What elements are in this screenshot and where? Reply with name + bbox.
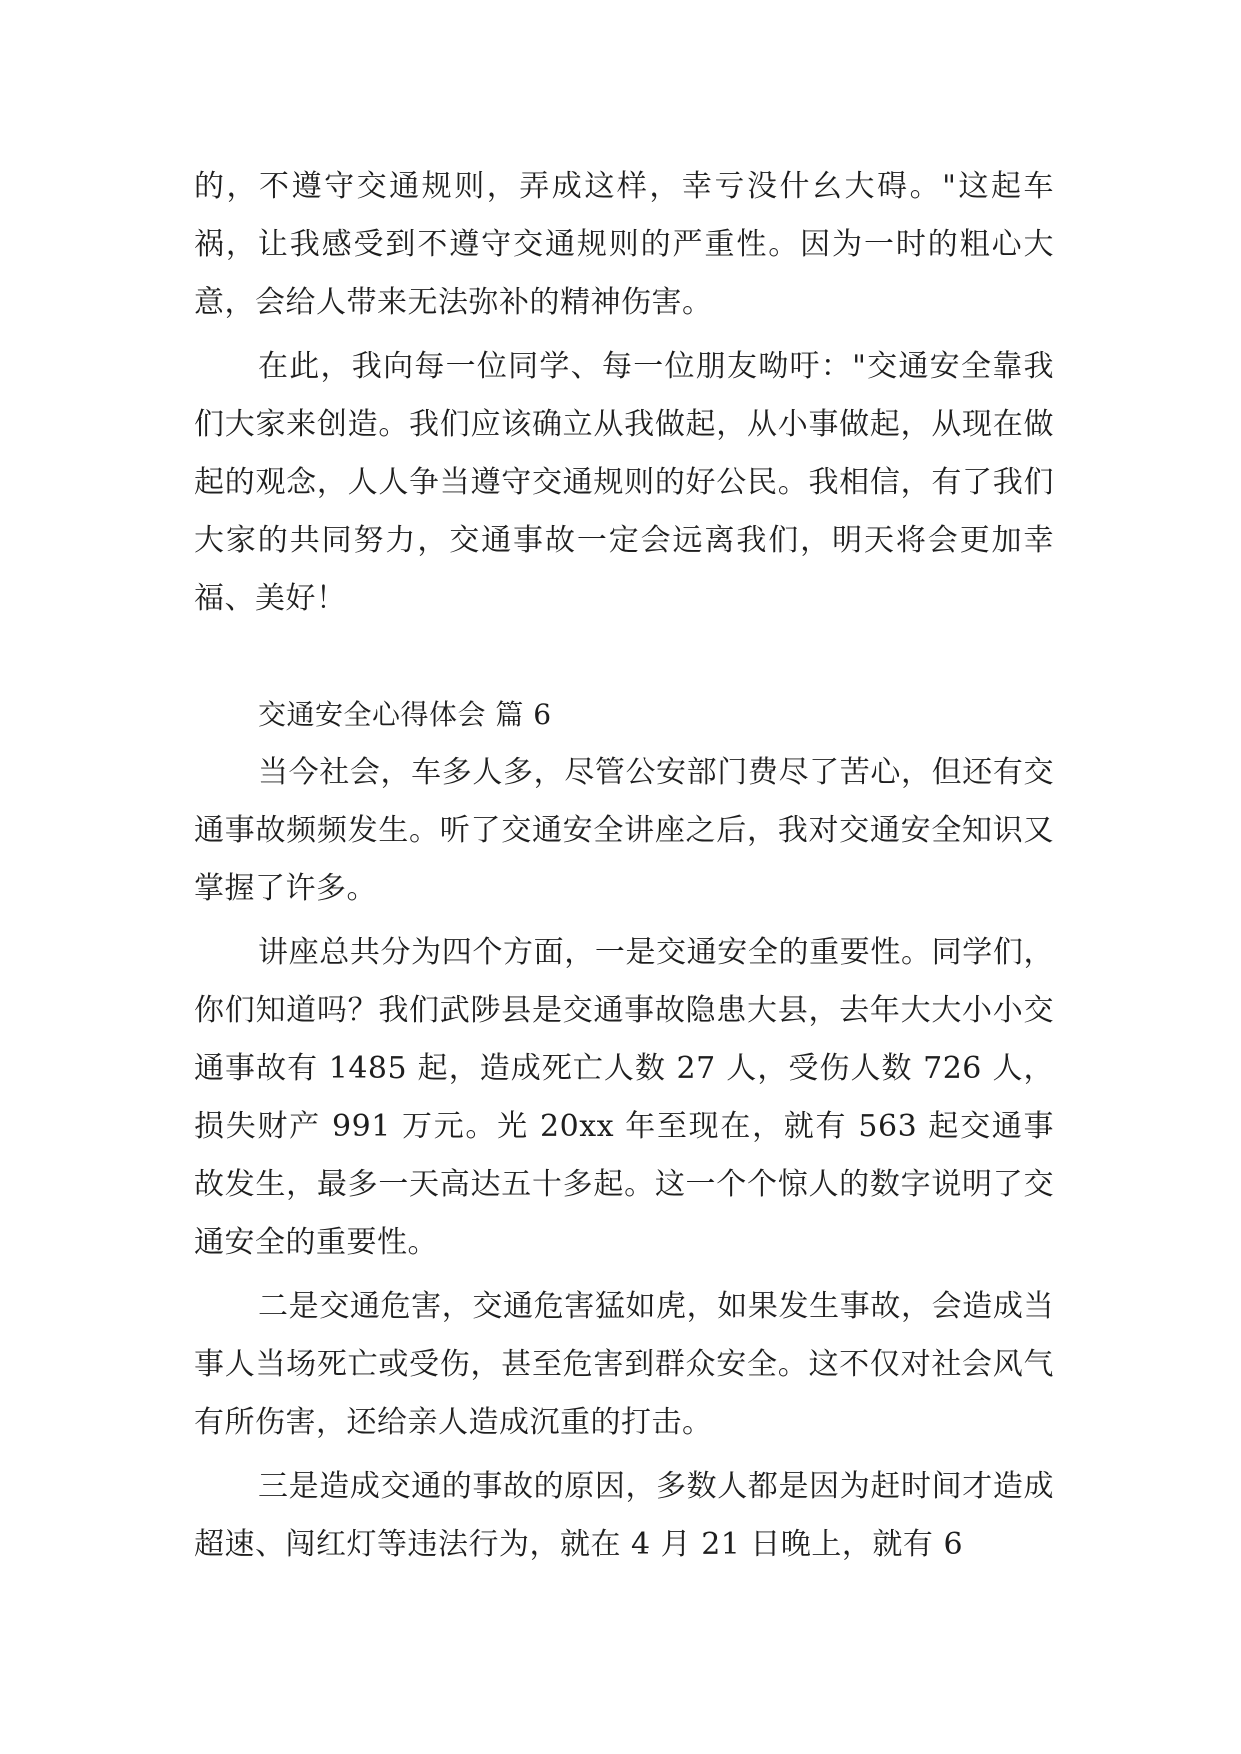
paragraph-intro: 当今社会，车多人多，尽管公安部门费尽了苦心，但还有交通事故频频发生。听了交通安全讲座之后，我对交通安全知识又掌握了许多。 [194,755,1054,906]
section-heading: 交通安全心得体会 篇 6 [258,698,552,731]
paragraph-continuation: 的，不遵守交通规则，弄成这样，幸亏没什幺大碍。"这起车祸，让我感受到不遵守交通规则的严重性。因为一时的粗心大意，会给人带来无法弥补的精神伤害。 [194,169,1054,320]
paragraph-causes: 三是造成交通的事故的原因，多数人都是因为赶时间才造成超速、闯红灯等违法行为，就在 4 月 21 日晚上，就有 6 [194,1469,1054,1562]
document-page [194,158,1054,1574]
paragraph-hazards: 二是交通危害，交通危害猛如虎，如果发生事故，会造成当事人当场死亡或受伤，甚至危害到群众安全。这不仅对社会风气有所伤害，还给亲人造成沉重的打击。 [194,1289,1054,1440]
paragraph-importance: 讲座总共分为四个方面，一是交通安全的重要性。同学们，你们知道吗？我们武陟县是交通事故隐患大县，去年大大小小交通事故有 1485 起，造成死亡人数 27 人，受伤人数 726 人，损失财产 991 万元。光 20xx 年至现在，就有 563 起交通事故发生，最多一天高达五十多起。这一个个惊人的数字说明了交通安全的重要性。 [194,935,1054,1260]
paragraph-appeal: 在此，我向每一位同学、每一位朋友呦吁："交通安全靠我们大家来创造。我们应该确立从我做起，从小事做起，从现在做起的观念，人人争当遵守交通规则的好公民。我相信，有了我们大家的共同努力，交通事故一定会远离我们，明天将会更加幸福、美好！ [194,349,1054,616]
